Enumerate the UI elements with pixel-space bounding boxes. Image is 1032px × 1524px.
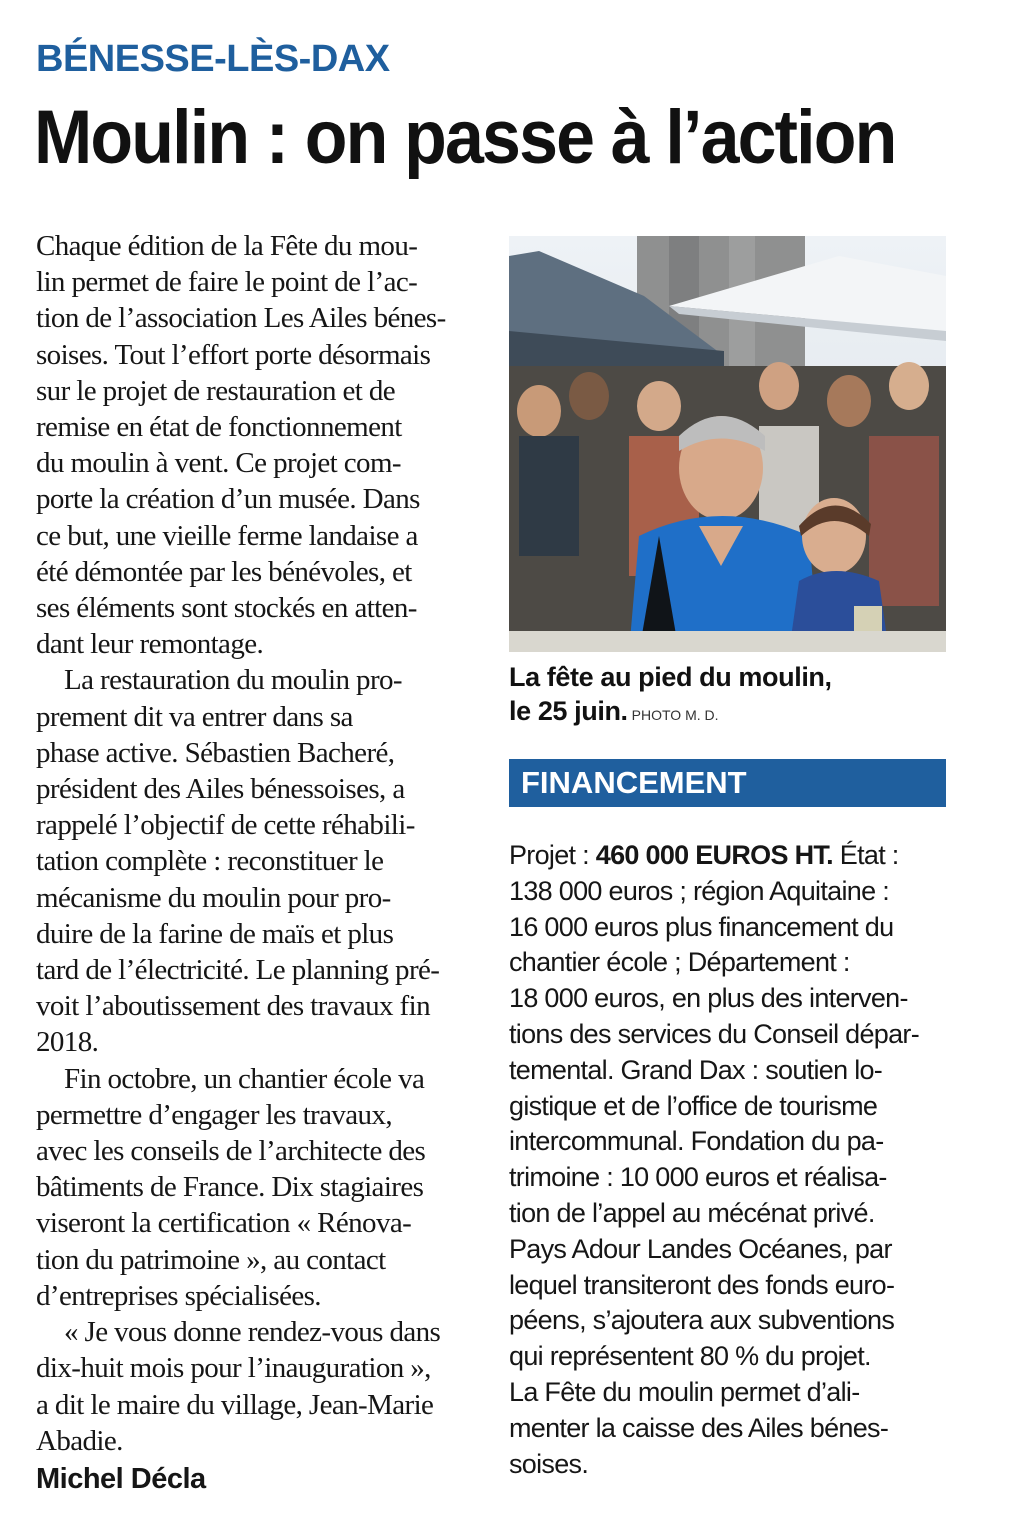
paragraph-2-line: voit l’aboutissement des travaux fin	[36, 990, 430, 1023]
photo-credit: PHOTO M. D.	[631, 707, 719, 723]
financement-line: tions des services du Conseil dépar-	[509, 1018, 920, 1049]
paragraph-3-line: Fin octobre, un chantier école va	[64, 1062, 425, 1095]
paragraph-1-line: ses éléments sont stockés en atten-	[36, 592, 417, 625]
paragraph-2-line: phase active. Sébastien Bacheré,	[36, 736, 395, 769]
paragraph-2-line: rappelé l’objectif de cette réhabili-	[36, 809, 415, 842]
financement-line: soises.	[509, 1448, 589, 1479]
paragraph-3-line: avec les conseils de l’architecte des	[36, 1135, 426, 1168]
paragraph-1-line: été démontée par les bénévoles, et	[36, 555, 412, 588]
paragraph-2-line: prement dit va entrer dans sa	[36, 700, 353, 733]
paragraph-2-line: président des Ailes bénessoises, a	[36, 773, 405, 806]
financement-line: La Fête du moulin permet d’ali-	[509, 1376, 860, 1407]
paragraph-2-line: tard de l’électricité. Le planning pré-	[36, 954, 440, 987]
financement-heading: FINANCEMENT	[509, 759, 946, 807]
financement-line: qui représentent 80 % du projet.	[509, 1341, 871, 1372]
author-byline: Michel Décla	[36, 1462, 206, 1495]
section-kicker: BÉNESSE-LÈS-DAX	[36, 38, 390, 80]
paragraph-1-line: dant leur remontage.	[36, 628, 264, 661]
paragraph-2-line: tation complète : reconstituer le	[36, 845, 384, 878]
paragraph-1-line: sur le projet de restauration et de	[36, 374, 396, 407]
headline: Moulin : on passe à l’action	[34, 95, 896, 180]
paragraph-3-line: viseront la certification « Rénova-	[36, 1207, 412, 1240]
paragraph-2	[36, 662, 472, 1060]
financement-line: gistique et de l’office de tourisme	[509, 1090, 878, 1121]
project-prefix: Projet :	[509, 840, 596, 870]
article-body	[36, 228, 472, 1497]
paragraph-1-line: porte la création d’un musée. Dans	[36, 483, 420, 516]
paragraph-1-line: soises. Tout l’effort porte désormais	[36, 338, 431, 371]
paragraph-1-line: du moulin à vent. Ce projet com-	[36, 447, 401, 480]
paragraph-1-line: tion de l’association Les Ailes bénes-	[36, 302, 446, 335]
financement-line: 138 000 euros ; région Aquitaine :	[509, 875, 890, 906]
caption-date: le 25 juin.	[509, 696, 628, 726]
financement-line: lequel transiteront des fonds euro-	[509, 1269, 895, 1300]
paragraph-1-line: remise en état de fonctionnement	[36, 411, 402, 444]
financement-line: chantier école ; Département :	[509, 947, 850, 978]
project-suffix: État :	[832, 840, 899, 870]
financement-body	[509, 838, 949, 1482]
paragraph-2-line: 2018.	[36, 1026, 99, 1059]
financement-line: temental. Grand Dax : soutien lo-	[509, 1054, 883, 1085]
paragraph-4-line: « Je vous donne rendez-vous dans	[64, 1316, 441, 1349]
financement-lines	[509, 874, 949, 1483]
financement-line: tion de l’appel au mécénat privé.	[509, 1197, 875, 1228]
caption-line-1: La fête au pied du moulin,	[509, 662, 832, 692]
financement-line: intercommunal. Fondation du pa-	[509, 1126, 884, 1157]
event-photo	[509, 236, 946, 652]
financement-line: Pays Adour Landes Océanes, par	[509, 1233, 892, 1264]
photo-caption	[509, 660, 949, 732]
financement-first-line	[509, 838, 949, 874]
project-amount: 460 000 EUROS HT.	[595, 840, 833, 870]
financement-line: 18 000 euros, en plus des interven-	[509, 983, 908, 1014]
paragraph-3-line: permettre d’engager les travaux,	[36, 1098, 393, 1131]
financement-line: menter la caisse des Ailes bénes-	[509, 1412, 889, 1443]
paragraph-2-line: duire de la farine de maïs et plus	[36, 917, 394, 950]
paragraph-1	[36, 228, 472, 662]
financement-line: 16 000 euros plus financement du	[509, 911, 894, 942]
paragraph-4-line: a dit le maire du village, Jean-Marie	[36, 1388, 434, 1421]
paragraph-3-line: tion du patrimoine », au contact	[36, 1243, 386, 1276]
paragraph-2-line: mécanisme du moulin pour pro-	[36, 881, 391, 914]
paragraph-1-line: lin permet de faire le point de l’ac-	[36, 266, 418, 299]
financement-line: trimoine : 10 000 euros et réalisa-	[509, 1162, 887, 1193]
paragraph-4-line: dix-huit mois pour l’inauguration »,	[36, 1352, 431, 1385]
paragraph-4-line: Abadie.	[36, 1424, 123, 1457]
paragraph-2-line: La restauration du moulin pro-	[64, 664, 402, 697]
paragraph-1-line: ce but, une vieille ferme landaise a	[36, 519, 418, 552]
financement-line: péens, s’ajoutera aux subventions	[509, 1305, 895, 1336]
paragraph-3	[36, 1061, 472, 1314]
paragraph-3-line: bâtiments de France. Dix stagiaires	[36, 1171, 424, 1204]
caption-line-2	[509, 694, 949, 732]
paragraph-1-line: Chaque édition de la Fête du mou-	[36, 230, 418, 262]
paragraph-3-line: d’entreprises spécialisées.	[36, 1279, 321, 1312]
paragraph-4	[36, 1314, 472, 1459]
crowd-photo-illustration	[509, 236, 946, 652]
